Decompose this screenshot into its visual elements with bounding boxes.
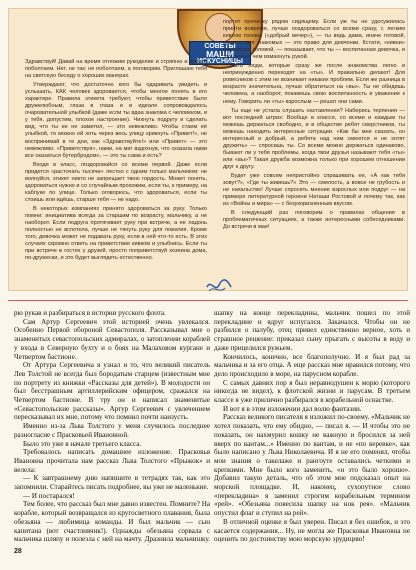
tips-panel bbox=[8, 8, 408, 291]
badge-line-3: ИСКУСНИЦЫ bbox=[197, 58, 243, 65]
story-paragraph: В отличной оценке я был уверен. Писал я без ошибок, и это касается содержания... Ну, не могла же Прасковья Ивановна не оценить по достоинству мою морскую эрудицию! bbox=[214, 517, 410, 544]
story-paragraph: шапку на конце перекладины, мальчик пошел по этой перекладине и вдруг испугался. Закачался. Чтобы он не разбился о палубу, отец привел единственно верное, хоть и страшное решение: приказал сыну прыгать с высоты в воду и даже прицелился ружьем. bbox=[214, 309, 410, 352]
story-paragraph: Кончилось, конечно, все благополучно. И я был рад за мальчика и за его отца. А еще рассказ мне нравился потому, что дело происходило в море, на парусном корабле. bbox=[214, 352, 410, 378]
section-divider bbox=[8, 300, 408, 301]
story-paragraph: Было это уже в начале третьего класса. bbox=[23, 439, 142, 448]
tips-column-right bbox=[223, 19, 405, 287]
story-paragraph: Тем более, что рассказ был мне давно известен. Помните? На корабле, который возвращался из кругосветного плавания, была обезьяна — любимица команды. И был мальчик — сын капитана (вот счастливчик!). Однажды обезьяна сорвала с мальчика шляпу и полезла с ней на мачту. Дразнила мальчишку. bbox=[14, 500, 210, 544]
tips-paragraph: портит прическу рядом сидящему. Если уж ты не удосужилась прийти вовремя, лучше поздороваться со всеми сразу, с легким кивком головы («добрый вечер»), — ты ведь дама, иначе готовой, приветствуя знакомых — это право для девчонки. Кстати, «кивни» как поклон головой, — показывает, что ты — воспитанная девочка, и это лучше, чем взмахнуть рукой. bbox=[223, 19, 405, 61]
tips-paragraph: Здравствуй! Давай на время отложим рукоделие и стряпню и просто поболтаем. Нет, не так: не поболтаем, а поговорим. Приглашаю тебя на светскую беседу о хороших манерах. bbox=[25, 59, 207, 80]
story-paragraph: Именно из-за Льва Толстого у меня случилось последнее разногласие с Прасковьей Ивановной. bbox=[14, 422, 210, 439]
story-column-left bbox=[14, 309, 210, 545]
page-number: 28 bbox=[14, 548, 22, 555]
tips-paragraph: Есть люди, которые сразу же после знакомства легко и непринужденно переходят на «ты». И правильно делают! Для ровесников с этим не возникает никаких проблем. Если же разница в возрасте значительна, лучше обратиться на «вы». Ты не обидишь человека, а наоборот, покажешь свою воспитанность и уважение к нему. Говорить ли «ты» взрослым — решат они сами. bbox=[223, 63, 405, 105]
story-paragraph: рю рукав и разбираться в истории русского флота. bbox=[14, 309, 166, 317]
story-paragraph: — К завтрашнему дню напишите в тетрадях так, как это запомнили. Старайтесь писать подробнее, вы уже не маленькие. bbox=[14, 474, 210, 492]
tips-paragraph: Ты еще не устала слушать наставления? Наберись терпения — вот последний штрих: Вообще в классе, со всеми и каждым ты можешь держаться свободно, и в обществе ребят сверстников, ты можешь находить интересные ситуации. «Как бы мне сказать, он интересный и добрый, а ребята над ним смеются и не хотят дружить» — спросишь ты. Со всеми можно держаться одинаково, бывают ли у тебя проблемы, когда твои друзья называют тебя «ты» или «вы»? Такая дружба возможна только при хорошем отношении друг к другу. bbox=[223, 107, 405, 170]
tips-paragraph: Будет уже совсем непристойно спрашивать ее, «А как тебя зовут?», «Где ты живешь?» Это — смелость, а вовсе не грубость и не нахальство! Лучше спросить мнение взрослых или подруг — на примере литературной героини Наташи Ростовой и почему так, как из «Войны и мира» — с безукоризненным вкусом. bbox=[223, 172, 405, 208]
tips-paragraph: Утверждают, что достаточно кого бы одаривать увидеть и услышать, КАК человек здоровается, чтобы многое понять в его характере. Правила этикета требуют, чтобы приветствие было дружелюбным, глаза в глаза и в идеале сопровождалось очаровательной улыбкой (даже если ты вдаа знакома с человеком, и у тебя, допустим, плохое настроение). Чихнуть подругу и сделать вид, что ты ее не заметил, — это невежливо. Чтобы стаем её улыбкой, то можно ей хоть через весь улицу крикнуть «Привет!», не воспринимай в те дни, как «Здравствуйте!» или «Привет» — это невежливо. «Приветствуя», нами, на миг вздохнув, что сказала нами все оказаться бутербродом», — это ты сама и есть? bbox=[25, 82, 207, 159]
story-paragraph: С самых давних пор я был неравнодушен к морю (которого никогда не видел), к флотской жизни и парусам. В третьем классе я уже прилично разбирался в корабельной оснастке. bbox=[214, 378, 410, 405]
tips-paragraph: В следующий раз поговорим о правилах общения в проблематичных ситуациях, а также интересными собеседниками. До встречи в мае! bbox=[223, 210, 405, 231]
badge-line-2: МАШИ bbox=[206, 48, 234, 59]
story-paragraph: И вот я в этом изложении дал волю фантазии. bbox=[223, 404, 362, 413]
story-paragraph: Сам Артур Сергеевич этой историей очень увлекался. Особенно Первой обороной Севастополя. Рассказывал мне о знаменитых севастопольских адмиралах, о затоплении кораблей у входа в Северную бухту и о боях на Малаховом кургане и Четвертом бастионе. bbox=[14, 317, 210, 361]
tips-paragraph: Входя в класс, поздоровайся со всеми первой. Даже если придется «расточать тысячи» лестно с одним только мальчиком: не волнуйся, этикет никто не запрещает твою гордость. Может понять, здороваться нужно и со случайным прохожим, если ты, к примеру, на каблуке по улице. Только оговорюсь, что здороваться, если ты стоишь или идёшь, старше тебя — не надо. bbox=[25, 161, 207, 203]
tips-paragraph: В некоторых компаниях принято здороваться за руку. Только помни: инициатива всегда за старшим по возрасту, мальчику, а не наоборот. Если подруга протягивает руку при встрече, а ее ладонь полностью не вспотела, лучше не тянуть руку для пожатия. Кроме того, девочка может не подавать руку, если в ней что-то есть. В этих случаях скромно ответь на приветствие кивком и улыбнись. Если ты при встрече в гостях у друзей, просто поприветствуй хозяина дома, по-дружески, и это будет выглядеть естественно. bbox=[25, 205, 207, 262]
story-paragraph: От Артура Сергеевича я узнал и то, что великий писатель Лев Толстой не всегда был бородатым старцем (известным мне по портрету из книжки «Рассказы для детей»). В молодости он был бесстрашным артиллерийским офицером, сражался на Четвертом бастионе. В тру он и написал знаменитые «Севастопольские рассказы». Артур Сергеевич с увлечением пересказывал их мне, потому что помнил почти наизусть. bbox=[14, 361, 210, 422]
story-paragraph: Требовалось написать домашнее изложение. Прасковья Ивановна прочитала нам рассказ Льва Толстого «Прыжок» и велела: bbox=[14, 448, 210, 474]
story-paragraph: — И постарался! bbox=[23, 491, 75, 500]
story-paragraph: Рассказ великого писателя я изложил по-своему. «Мальчик не хотел показать, что ему обидно, — писал я. — И чтобы это не показать, он нахмурил кошку не важную и бросился за ней вверх по вантам...» Именно по вантам, и не «по веревке», как было написано у Льва Николаевича. И я не его поменял, чтобы мои знания о такелаже и рангоуте оставались четкими и крепкими. Мне было кого заменить, «и это было хорошо». Добавил такую деталь, что об этом мне подсказал опыт на морской площадке. И, наконец, сухопутное слово «перекладина» я заменил строгим корабельным термином «рей». «Обезьяна повесила шапку на нок рея». «Мальчик опустил флаг и ступил на рей». bbox=[214, 413, 410, 518]
story-column-right bbox=[214, 309, 410, 545]
ornament-scribble-icon bbox=[205, 277, 235, 295]
story-paragraph bbox=[214, 544, 410, 545]
tips-column-left bbox=[25, 59, 207, 285]
badge-line-1: СОВЕТЫ bbox=[204, 43, 236, 50]
